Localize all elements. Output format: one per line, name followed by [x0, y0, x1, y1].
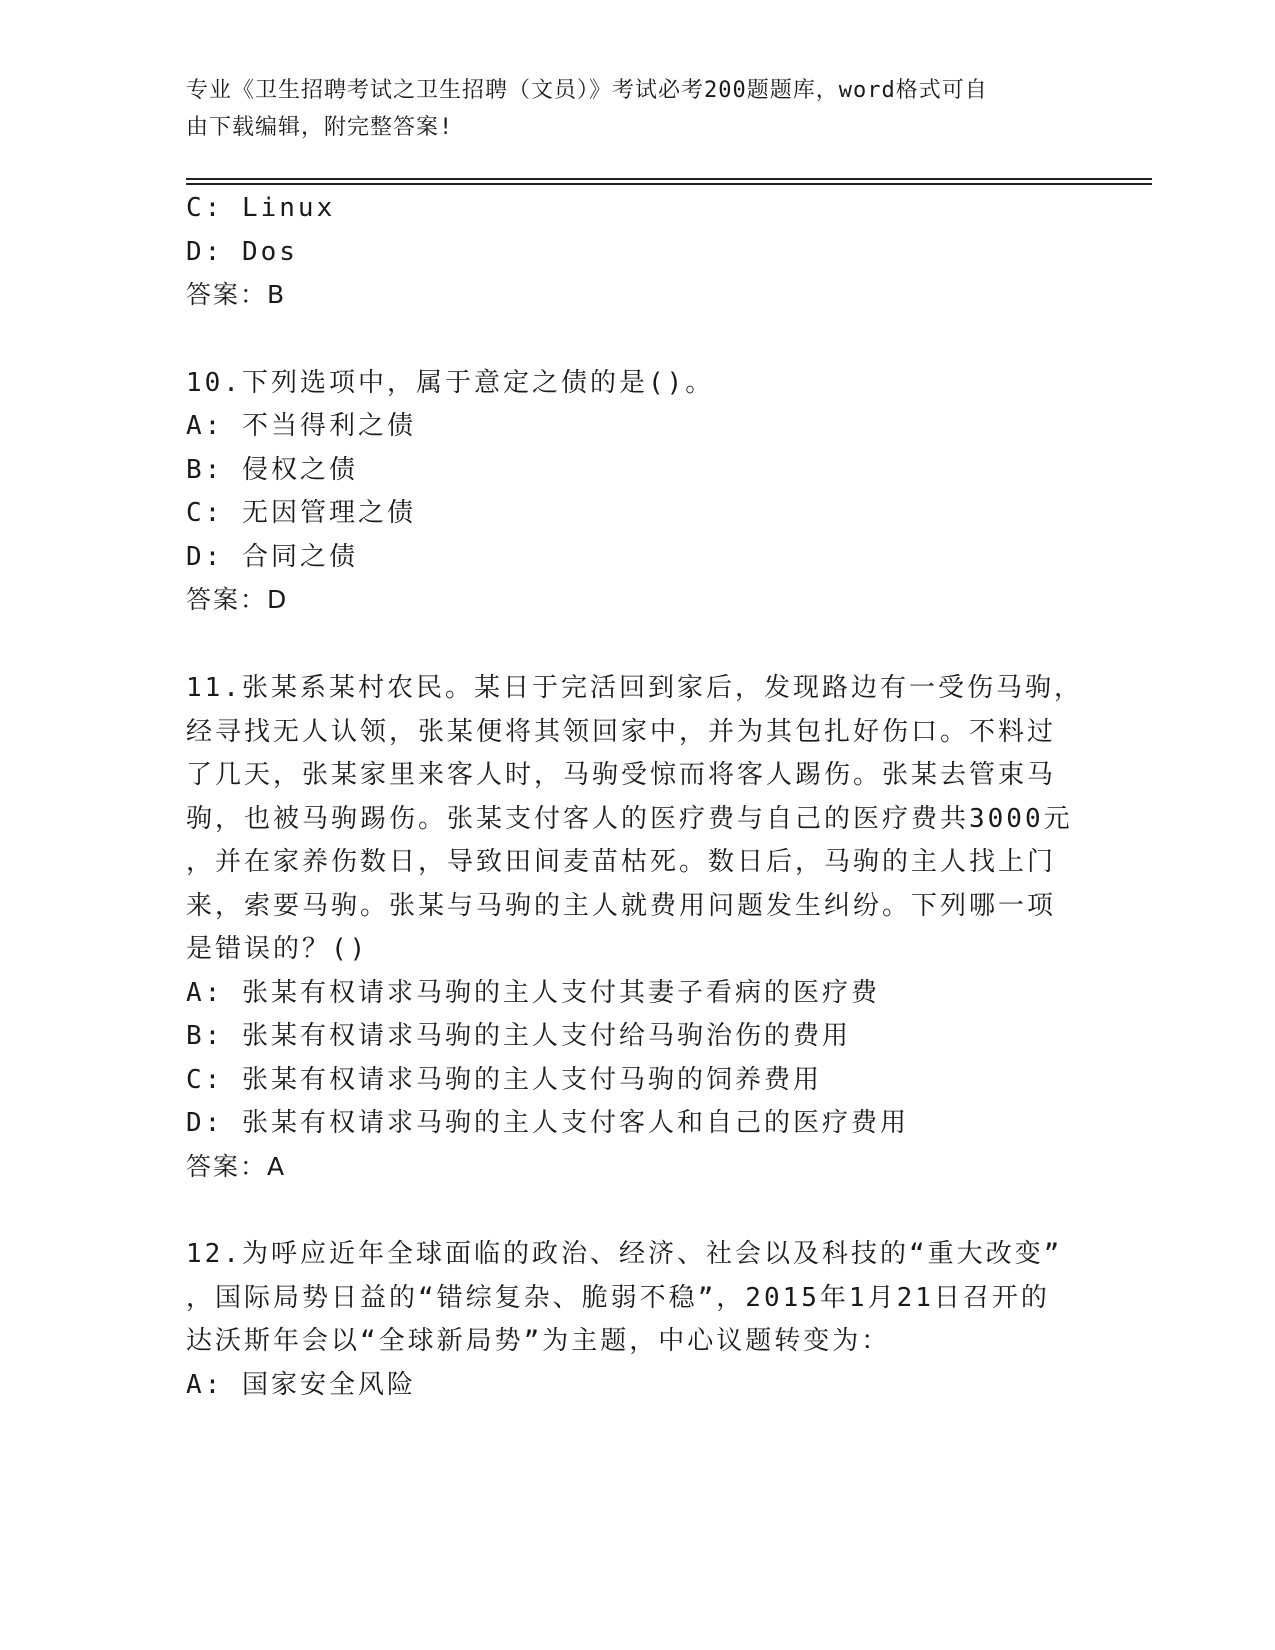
q11-stem-line: 来，索要马驹。张某与马驹的主人就费用问题发生纠纷。下列哪一项 [186, 891, 1057, 921]
header-line-2: 由下载编辑，附完整答案! [186, 115, 454, 140]
q11-option-a: A: 张某有权请求马驹的主人支付其妻子看病的医疗费 [186, 978, 880, 1008]
q10-option-a: A: 不当得利之债 [186, 411, 416, 441]
q11-stem-line: ，并在家养伤数日，导致田间麦苗枯死。数日后，马驹的主人找上门 [186, 847, 1057, 877]
document-header [186, 72, 1086, 146]
q11-stem-line: 经寻找无人认领，张某便将其领回家中，并为其包扎好伤口。不料过 [186, 717, 1057, 747]
q10-option-d: D: 合同之债 [186, 542, 358, 572]
q12-option-a: A: 国家安全风险 [186, 1370, 416, 1400]
q11-answer: 答案：A [186, 1152, 287, 1181]
header-divider-bottom [186, 183, 1152, 185]
q11-stem-line: 11.张某系某村农民。某日于完活回到家后，发现路边有一受伤马驹， [186, 673, 1083, 703]
q10-option-b: B: 侵权之债 [186, 455, 358, 485]
q11-option-d: D: 张某有权请求马驹的主人支付客人和自己的医疗费用 [186, 1108, 909, 1138]
q10-stem: 10.下列选项中，属于意定之债的是()。 [186, 368, 715, 398]
q11-stem-line: 驹，也被马驹踢伤。张某支付客人的医疗费与自己的医疗费共3000元 [186, 804, 1073, 834]
q11-option-c: C: 张某有权请求马驹的主人支付马驹的饲养费用 [186, 1065, 822, 1095]
q9-option-d: D: Dos [186, 237, 298, 267]
header-divider-top [186, 178, 1152, 180]
q12-stem-line: 12.为呼应近年全球面临的政治、经济、社会以及科技的“重大改变” [186, 1239, 1063, 1269]
q9-option-c: C: Linux [186, 193, 336, 223]
q12-stem-line: 达沃斯年会以“全球新局势”为主题，中心议题转变为： [186, 1326, 891, 1356]
q11-stem-line: 是错误的？() [186, 934, 369, 964]
header-line-1: 专业《卫生招聘考试之卫生招聘（文员）》考试必考200题题库，word格式可自 [186, 78, 988, 103]
q9-answer: 答案：B [186, 280, 287, 309]
q10-option-c: C: 无因管理之债 [186, 498, 416, 528]
q12-stem-line: ，国际局势日益的“错综复杂、脆弱不稳”，2015年1月21日召开的 [186, 1283, 1050, 1313]
q11-option-b: B: 张某有权请求马驹的主人支付给马驹治伤的费用 [186, 1021, 851, 1051]
q11-stem-line: 了几天，张某家里来客人时，马驹受惊而将客人踢伤。张某去管束马 [186, 760, 1057, 790]
q10-answer: 答案：D [186, 585, 289, 614]
